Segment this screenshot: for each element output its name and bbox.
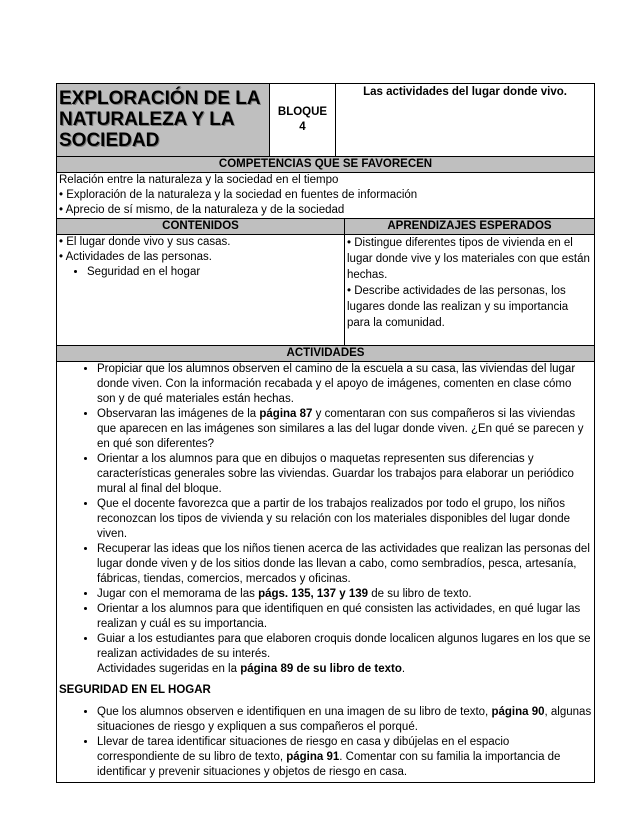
contenidos-heading: CONTENIDOS <box>57 219 345 235</box>
competencia-line: • Exploración de la naturaleza y la sociedad en fuentes de información <box>59 189 418 201</box>
actividad-item: • Orientar a los alumnos para que identifiquen en qué consisten las actividades, en qué lugar las realizan y cuál es su importancia. <box>97 602 592 632</box>
contenido-line: • El lugar donde vivo y sus casas. <box>59 236 231 248</box>
aprendizajes-cell <box>345 235 595 346</box>
competencia-line: Relación entre la naturaleza y la sociedad en el tiempo <box>59 174 339 186</box>
aprendizaje-item: • Distingue diferentes tipos de vivienda en el lugar donde vive y los materiales con que están hechas. <box>347 237 590 281</box>
bloque-label: BLOQUE <box>277 106 328 118</box>
seguridad-item: • Que los alumnos observen e identifiquen en una imagen de su libro de texto, página 90, algunas situaciones de riesgo y expliquen a sus compañeros el porqué. <box>97 705 592 735</box>
actividad-item: • Que el docente favorezca que a partir de los trabajos realizados por todo el grupo, los niños reconozcan los tipos de vivienda y su relación con los materiales disponibles del lugar donde viven. <box>97 497 592 542</box>
contenido-line: • Actividades de las personas. <box>59 251 212 263</box>
bloque-cell <box>270 84 336 157</box>
seguridad-heading: SEGURIDAD EN EL HOGAR <box>59 684 211 696</box>
bloque-number: 4 <box>299 121 306 133</box>
aprendizaje-item: • Describe actividades de las personas, los lugares donde las realizan y su importancia para la comunidad. <box>347 285 569 329</box>
contenido-bullet: • Seguridad en el hogar <box>87 265 342 280</box>
topic-title: Las actividades del lugar donde vivo. <box>363 86 567 98</box>
aprendizajes-heading: APRENDIZAJES ESPERADOS <box>345 219 595 235</box>
lesson-plan-table <box>56 83 595 783</box>
seguridad-list <box>59 705 592 780</box>
actividades-cell <box>57 362 595 783</box>
seguridad-item: • Llevar de tarea identificar situaciones de riesgo en casa y dibújelas en el espacio correspondiente de su libro de texto, página 91. Comentar con su familia la importancia de identificar y prevenir situaciones y objetos de riesgo en casa. <box>97 735 592 780</box>
actividades-list <box>59 362 592 677</box>
subject-title: EXPLORACIÓN DE LA NATURALEZA Y LA SOCIEDAD <box>59 88 261 151</box>
actividad-item: • Observaran las imágenes de la página 87 y comentaran con sus compañeros si las viviendas que aparecen en las imágenes son similares a las del lugar donde viven. ¿En qué se parecen y en qué son diferentes? <box>97 407 592 452</box>
actividades-heading: ACTIVIDADES <box>57 346 595 362</box>
actividad-item: • Recuperar las ideas que los niños tienen acerca de las actividades que realizan las personas del lugar donde viven y de los sitios donde las llevan a cabo, como sembradíos, pesca, artesanía, fábricas, tiendas, comercios, mercados y oficinas. <box>97 542 592 587</box>
contenidos-cell <box>57 235 345 346</box>
subject-title-cell <box>57 84 270 157</box>
contenido-sublist <box>59 265 342 280</box>
topic-cell <box>336 84 595 157</box>
actividad-item: • Orientar a los alumnos para que en dibujos o maquetas representen sus diferencias y características generales sobre las viviendas. Guardar los trabajos para elaborar un periódico mural al final del bloque. <box>97 452 592 497</box>
header-row <box>57 84 595 157</box>
competencias-heading: COMPETENCIAS QUE SE FAVORECEN <box>57 157 595 173</box>
competencias-list <box>57 173 595 219</box>
actividad-item: • Guiar a los estudiantes para que elaboren croquis donde localicen algunos lugares en los que se realizan actividades de su interés. Actividades sugeridas en la página 89 de su libro de texto. <box>97 632 592 677</box>
competencia-line: • Aprecio de sí mismo, de la naturaleza y de la sociedad <box>59 204 345 216</box>
actividad-item: • Jugar con el memorama de las págs. 135, 137 y 139 de su libro de texto. <box>97 587 592 602</box>
actividad-item: • Propiciar que los alumnos observen el camino de la escuela a su casa, las viviendas del lugar donde viven. Con la información recabada y el apoyo de imágenes, comenten en clase cómo son y de qué materiales están hechas. <box>97 362 592 407</box>
